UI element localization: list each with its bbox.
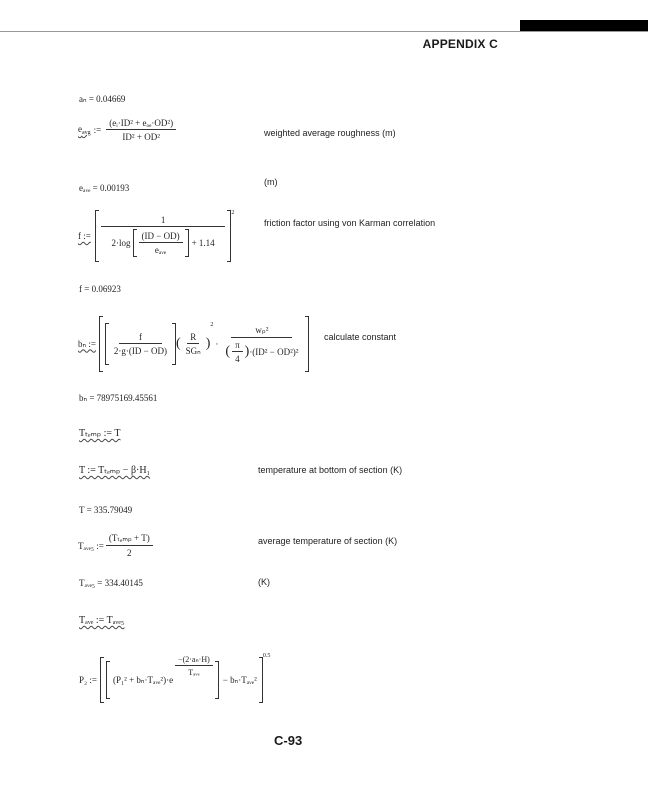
e-avg-denominator: ID² + OD² [122,132,160,142]
e-avg-fraction [106,118,176,142]
f-result: f = 0.06923 [79,284,121,294]
t-ave-note: average temperature of section (K) [258,536,398,546]
page-header: APPENDIX C [422,37,498,51]
p2-definition: P₂ := (P₁² + bₙ·Tₐᵥₑ²)·e $\frac{\text{−(2·aₙ·H)}}{\text{Tₐᵥₑ}}$ − bₙ·Tₐᵥₑ² 0.5 [79,657,270,703]
e-ave-result: eₐᵥₑ = 0.00193 [79,183,130,193]
b-n-note: calculate constant [324,332,397,342]
t-temp-assignment: Tₜₑₘₚ := T [79,428,121,439]
b-n-definition: bₙ := $\frac{f}{2\cdot g\cdot(ID - OD)}$ ( $\frac{R}{\text{SGₙ}}$ ) 2 · wₚ² ( $\frac{\pi}{4}$ ) ·(ID² − OD²)² [78,316,309,372]
a-n-result: aₙ = 0.04669 [79,94,126,104]
header-bar [520,20,648,31]
page-number: C-93 [274,733,303,748]
t-note: temperature at bottom of section (K) [258,465,403,475]
t-ave-result-note: (K) [258,577,270,587]
friction-factor-note: friction factor using von Karman correlation [264,218,436,228]
b-n-result: bₙ = 78975169.45561 [79,393,158,403]
header-rule [0,31,648,32]
friction-factor-definition: f := 1 2·log $\frac{(ID - OD)}{\text{eₐᵥₑ}}$ + 1.14 2 [78,210,234,262]
e-avg-definition: $e_{avg}$ := $\frac{\text{(eᵢ·ID² + eₒₑ·OD²)}}{\text{ID² + OD²}}$ [78,118,178,142]
t-ave-assignment: Tₐᵥₑ := Tₐᵥₑ₅ [79,615,125,626]
e-avg-numerator: (eᵢ·ID² + eₒₑ·OD²) [106,118,176,130]
e-avg-note: weighted average roughness (m) [264,128,396,138]
t-assignment: T := Tₜₑₘₚ − β·H₁ [79,465,151,476]
e-avg-symbol: $e_{avg}$ [78,124,91,136]
t-ave-result: Tₐᵥₑ₅ = 334.40145 [79,578,143,588]
t-ave-definition: Tₐᵥₑ₅ := $\frac{\text{(Tₜₑₘₚ + T)}}{2}$ [78,533,155,558]
friction-outer-fraction: 1 2·log $\frac{(ID - OD)}{\text{eₐᵥₑ}}$ + 1.14 [101,215,226,257]
e-ave-note: (m) [264,177,278,187]
t-result: T = 335.79049 [79,505,133,515]
